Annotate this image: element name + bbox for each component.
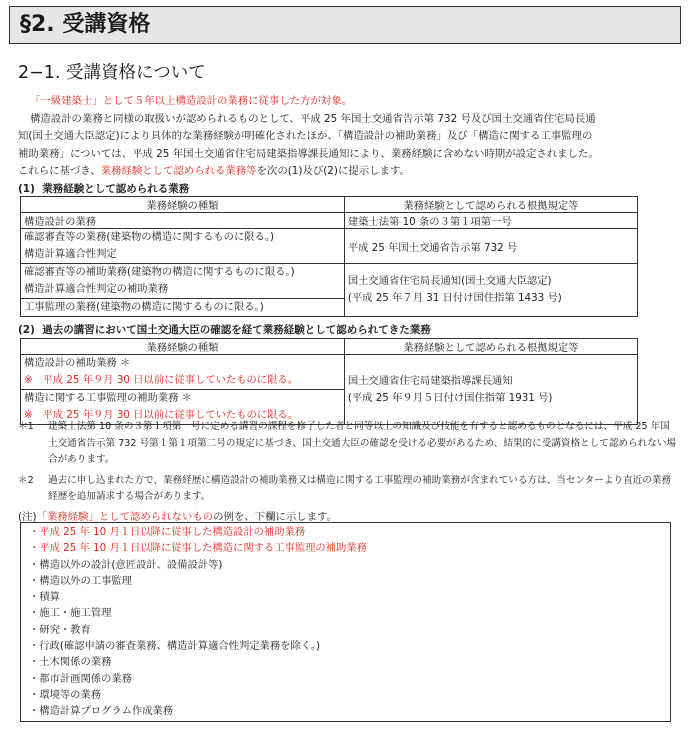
note-item: ＊1 建築士法第 10 条の３第１項第一号に定める講習の課程を修了した者と同等以上の知識及び技能を有すると認めるものとなるには、平成 25 年国土交通省告示第 732 号第１第１項第二号の規定に基づき、国土交通大臣の確認を受ける必要があるため、結果的に受講資格として認められない場合があります。 — [18, 421, 677, 465]
exclusion-heading: (注)「業務経験」として認められないものの例を、下欄に示します。 — [18, 511, 337, 523]
intro-line-3: 補助業務」については、平成 25 年国土交通省住宅局建築指導課長通知により、業務経験に含めない時期が設定されました。 — [18, 147, 599, 160]
list-item: ・土木関係の業務 — [29, 656, 112, 669]
exclusion-list — [20, 522, 671, 722]
table1-cell: 構造設計の業務 — [21, 213, 345, 229]
table1-heading: (1) 業務経験として認められる業務 — [18, 183, 190, 195]
table1-cell: 建築士法第 10 条の３第１項第一号 — [344, 213, 637, 229]
table2 — [20, 338, 638, 425]
table2-header-basis: 業務経験として認められる根拠規定等 — [344, 339, 637, 355]
list-item: ・都市計画関係の業務 — [29, 672, 132, 685]
list-item: ・環境等の業務 — [29, 688, 102, 701]
table1-header-basis: 業務経験として認められる根拠規定等 — [344, 197, 637, 213]
list-item: ・構造以外の設計(意匠設計、設備設計等) — [29, 558, 223, 571]
note-item: ＊2 過去に申し込まれた方で、業務経歴に構造設計の補助業務又は構造に関する工事監理の補助業務が含まれている方は、当センターより直近の業務経歴を追加請求する場合があります。 — [18, 474, 672, 502]
intro-red-text: 業務経験として認められる業務等 — [100, 165, 257, 177]
page-title: §2. 受講資格 — [9, 6, 681, 44]
intro-paragraph — [18, 93, 678, 181]
table1-cell: 確認審査等の補助業務(建築物の構造に関するものに限る。) 構造計算適合性判定の補助業務 工事監理の業務(建築物の構造に関するものに限る。) — [21, 264, 345, 317]
list-item: ・行政(確認申請の審査業務、構造計算適合性判定業務を除く。) — [29, 640, 320, 653]
intro-line-2: 知(国土交通大臣認定)により具体的な業務経験が明確化されたほか、「構造設計の補助業務」及び「構造に関する工事監理の — [18, 130, 593, 142]
table1-cell: 平成 25 年国土交通省告示第 732 号 — [344, 229, 637, 264]
table1-cell: 国土交通省住宅局長通知(国土交通大臣認定) (平成 25 年７月 31 日付け国住指第 1433 号) — [344, 264, 637, 317]
intro-highlight: 「一級建築士」として５年以上構造設計の業務に従事した方が対象。 — [30, 95, 353, 107]
list-item: ・積算 — [29, 591, 60, 604]
intro-line-4: これらに基づき、業務経験として認められる業務等を次の(1)及び(2)に提示します。 — [18, 165, 410, 177]
table2-cell: 国土交通省住宅局建築指導課長通知 (平成 25 年９月５日付け国住指第 1931 号) — [344, 355, 637, 425]
table1-cell: 確認審査等の業務(建築物の構造に関するものに限る。) 構造計算適合性判定 — [21, 229, 345, 264]
table1-header-type: 業務経験の種類 — [21, 197, 345, 213]
intro-line-1: 構造設計の業務と同様の取扱いが認められるものとして、平成 25 年国土交通省告示第 732 号及び国土交通省住宅局長通 — [30, 112, 596, 125]
table2-header-type: 業務経験の種類 — [21, 339, 345, 355]
table2-heading: (2) 過去の講習において国土交通大臣の確認を経て業務経験として認められてきた業務 — [18, 324, 431, 336]
list-item: ・平成 25 年 10 月１日以降に従事した構造に関する工事監理の補助業務 — [29, 542, 367, 555]
list-item: ・施工・施工管理 — [29, 607, 112, 620]
table2-cell: 構造設計の補助業務 ＊ ※ 平成 25 年９月 30 日以前に従事していたものに限る。 構造に関する工事監理の補助業務 ＊ ※ 平成 25 年９月 30 日以前に従事していたものに限る。 — [21, 355, 345, 425]
table1 — [20, 196, 638, 317]
list-item: ・平成 25 年 10 月１日以降に従事した構造設計の補助業務 — [29, 526, 306, 538]
list-item: ・研究・教育 — [29, 623, 91, 636]
list-item: ・構造計算プログラム作成業務 — [29, 705, 174, 718]
list-item: ・構造以外の工事監理 — [29, 574, 132, 587]
section-title: 2−1. 受講資格について — [18, 63, 206, 83]
notes — [18, 419, 678, 510]
